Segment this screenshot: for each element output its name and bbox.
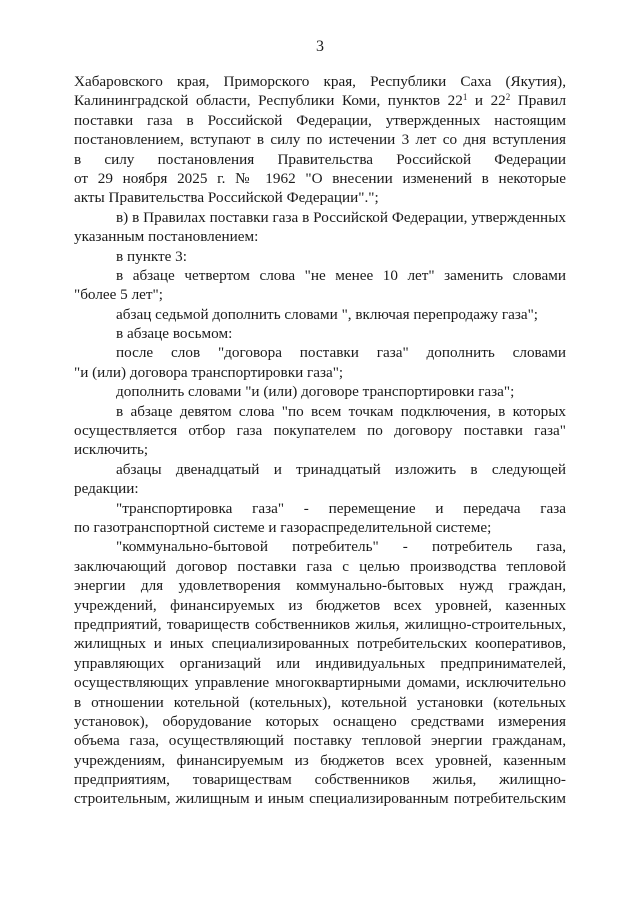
text-line: жилищных и иных специализированных потребительских кооперативов, — [74, 635, 566, 653]
text-line: предприятий, товариществ собственников жилья, жилищно-строительных, — [74, 615, 566, 633]
text-line: осуществляется отбор газа покупателем по договору поставки газа" — [74, 422, 566, 440]
text-line: объема газа, осуществляющий поставку тепловой энергии гражданам, — [74, 732, 566, 750]
text-line: абзацы двенадцатый и тринадцатый изложить в следующей — [116, 460, 566, 478]
text-line: редакции: — [74, 480, 139, 498]
text-line: "транспортировка газа" - перемещение и передача газа — [116, 499, 566, 517]
text-line: исключить; — [74, 441, 149, 459]
text-line: учреждений, финансируемых из бюджетов всех уровней, казенных — [74, 596, 566, 614]
text-line: Хабаровского края, Приморского края, Республики Саха (Якутия), — [74, 73, 566, 90]
text-line: предприятиям, товариществам собственников жилья, жилищно- — [74, 771, 566, 789]
text-line: акты Правительства Российской Федерации"."; — [74, 189, 379, 207]
body-text — [74, 72, 566, 809]
page-number: 3 — [316, 38, 324, 55]
text-line: энергии для удовлетворения коммунально-бытовых нужд граждан, — [74, 577, 566, 595]
text-line: в абзаце девятом слова "по всем точкам подключения, в которых — [116, 402, 566, 420]
text-line: дополнить словами "и (или) договоре транспортировки газа"; — [116, 383, 515, 401]
text-line: в силу постановления Правительства Российской Федерации — [74, 150, 566, 168]
text-line: заключающий договор поставки газа с целью производства тепловой — [74, 557, 566, 575]
text-line: "и (или) договора транспортировки газа"; — [74, 363, 344, 381]
text-line: строительным, жилищным и иным специализированным потребительским — [74, 790, 566, 808]
text-line: в пункте 3: — [116, 247, 187, 265]
text-line: поставки газа в Российской Федерации, утвержденных настоящим — [74, 111, 566, 129]
text-line: в) в Правилах поставки газа в Российской Федерации, утвержденных — [116, 208, 566, 226]
text-line: учреждениям, финансируемым из бюджетов всех уровней, казенным — [74, 751, 566, 769]
text-line: "коммунально-бытовой потребитель" - потребитель газа, — [116, 538, 566, 556]
text-line: абзац седьмой дополнить словами ", включая перепродажу газа"; — [116, 305, 538, 323]
text-line: в отношении котельной (котельных), котельной установки (котельных — [74, 693, 566, 711]
text-line: по газотранспортной системе и газораспределительной системе; — [74, 518, 492, 536]
text-line: осуществляющих управление многоквартирными домами, исключительно — [74, 674, 566, 692]
text-line: управляющих организаций или индивидуальных предпринимателей, — [74, 654, 566, 672]
text-line: указанным постановлением: — [74, 228, 259, 246]
text-line: "более 5 лет"; — [74, 286, 163, 304]
text-line: от 29 ноября 2025 г. № 1962 "О внесении изменений в некоторые — [74, 169, 566, 187]
text-line: Калининградской области, Республики Коми, пунктов $22^1$ и $22^2$ Правил — [74, 92, 567, 110]
text-line: в абзаце восьмом: — [116, 325, 233, 343]
text-line: после слов "договора поставки газа" дополнить словами — [116, 344, 566, 362]
text-line: в абзаце четвертом слова "не менее 10 лет" заменить словами — [116, 266, 566, 284]
text-line: постановлением, вступают в силу по истечении 3 лет со дня вступления — [74, 131, 566, 149]
text-line: установок), оборудование которых оснащено средствами измерения — [74, 712, 566, 730]
